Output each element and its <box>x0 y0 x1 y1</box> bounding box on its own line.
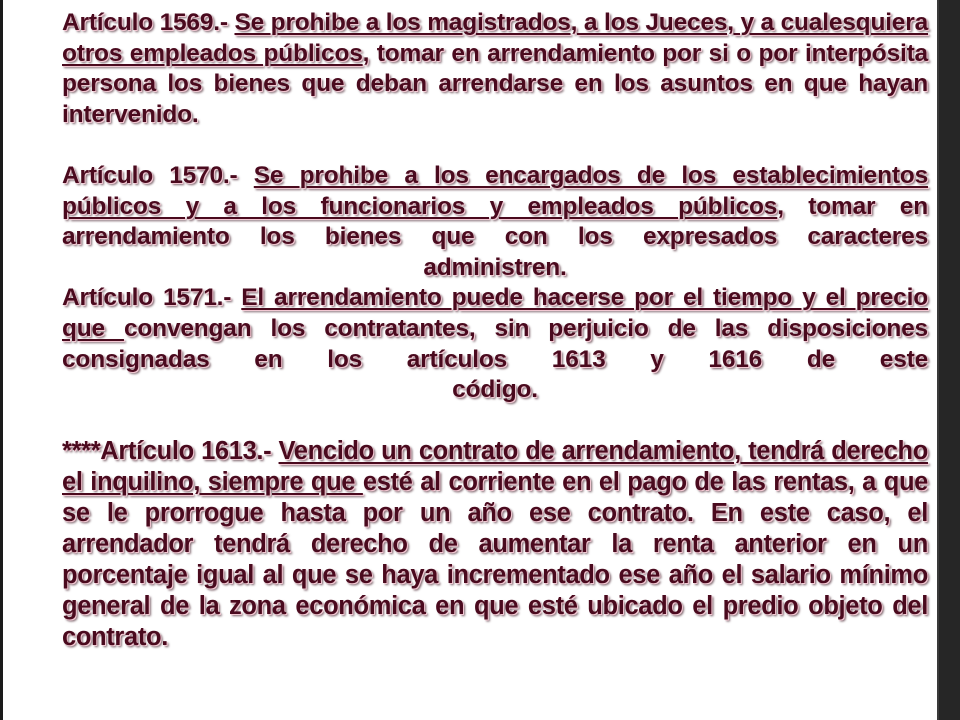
article-underlined-text: Se prohibe a los encargados de los establecimientos públicos y a los funcionarios y empleados públicos <box>62 161 928 220</box>
article-text: esté al corriente en el pago de las rentas, a que se le prorrogue hasta por un año ese contrato. En este caso, el arrendador tendrá derecho de aumentar la renta anterior en un porcentaje igual al que se haya incrementado ese año el salario mínimo general de la zona económica en que esté ubicado el predio objeto del contrato. <box>62 468 929 652</box>
article-text: , tomar en arrendamiento por si o por interpósita persona los bienes que deban arrendarse en los asuntos en que hayan intervenido. <box>62 39 928 128</box>
article-heading: Artículo 1570.- <box>62 161 238 189</box>
article-heading: Artículo 1613.- <box>100 437 272 466</box>
article-underlined-text: Se prohibe a los magistrados, a los Jueces, y a cualesquiera otros empleados públicos <box>62 9 928 67</box>
paragraph-gap <box>62 406 928 437</box>
article-1569 <box>62 8 928 130</box>
right-frame-border <box>937 0 960 720</box>
slide-body <box>62 8 928 653</box>
article-last-line: administren. <box>423 253 567 281</box>
article-1613 <box>62 436 928 653</box>
article-text: , tomar en arrendamiento los bienes que con los expresados caracteres <box>62 192 928 251</box>
left-frame-border <box>0 0 3 720</box>
article-1570 <box>62 161 928 283</box>
article-heading: Artículo 1571.- <box>62 284 232 312</box>
paragraph-gap <box>62 130 928 161</box>
article-1571 <box>62 283 928 405</box>
article-prefix: **** <box>62 437 101 466</box>
right-frame-accent <box>937 0 939 720</box>
article-last-line: código. <box>452 376 538 404</box>
article-underlined-text: Vencido un contrato de arrendamiento, tendrá derecho el inquilino, siempre que <box>62 437 928 497</box>
article-heading: Artículo 1569.- <box>62 9 228 36</box>
article-underlined-text: El arrendamiento puede hacerse por el tiempo y el precio que <box>62 284 928 342</box>
article-text: convengan los contratantes, sin perjuicio de las disposiciones consignadas en los artículos 1613 y 1616 de este <box>62 314 928 373</box>
